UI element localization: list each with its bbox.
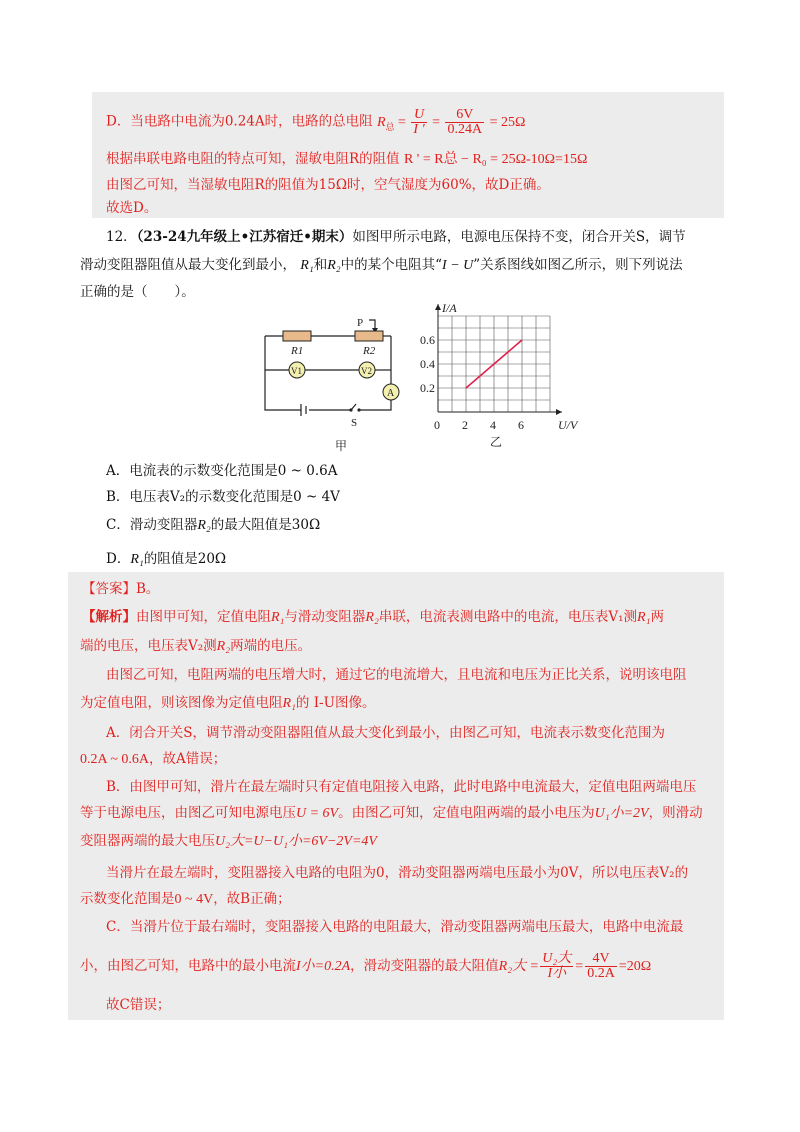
p4-a: 为定值电阻，则该图像为定值电阻 [80,695,283,711]
sym-r: R [376,114,386,130]
series-equation: R ' = R总 − R₀ = 25Ω-10Ω=15Ω [403,152,588,167]
option-b: B．电压表V₂的示数变化范围是0 ~ 4V [106,489,340,505]
option-c-post: 的最大阻值是30Ω [210,517,321,533]
question-text-2d: ”关系图线如图乙所示，则下列说法 [473,257,683,273]
option-c-pre: C．滑动变阻器 [106,517,198,533]
c-fraction-2 [585,952,617,981]
frac-num-u: U [411,108,426,123]
fraction-6v [445,108,484,137]
b2-math: U = 6V [296,806,339,821]
series-text: 根据串联电路电阻的特点可知，湿敏电阻R的阻值 [106,151,400,167]
label-v2: V2 [361,366,372,376]
question-line-2 [80,256,683,275]
question-line-1 [106,228,686,246]
circuit-diagram [255,312,415,462]
p1-d: 两 [650,609,664,625]
analysis-c-wrong: 故C错误； [106,997,171,1013]
sym-r1: R₁ [300,258,314,273]
x-tick-label: 6 [518,418,524,432]
option-d [106,550,226,569]
p1-r2: R₂ [365,610,379,625]
question-text-2b: 和 [313,257,328,273]
b3-a: 变阻器两端的最大电压 [80,833,215,849]
option-c-sym: R₂ [197,518,211,533]
chart-caption: 乙 [490,435,503,448]
analysis-c-line-1: C．当滑片位于最右端时，变阻器接入电路的电阻最大，滑动变阻器两端电压最大，电路中电流最 [106,919,684,935]
prev-series-line [106,150,587,169]
sym-i-u: I − U [442,258,474,273]
b2-a: 等于电源电压，由图乙可知电源电压 [80,805,296,821]
x-tick-label: 0 [434,418,440,432]
sub-total: 总 [385,121,395,132]
analysis-b-line-4: 当滑片在最左端时，变阻器接入电路的电阻为0，滑动变阻器两端电压最小为0V，所以电压表V₂的 [106,865,689,881]
c-result: =20Ω [618,959,652,974]
option-d-sym: R₁ [130,552,144,567]
c-frac2-den: 0.2A [587,966,615,981]
x-axis-arrow [556,409,562,415]
y-tick-label: 0.4 [420,357,435,371]
label-v1: V1 [291,366,302,376]
analysis-label: 【解析】 [82,609,136,625]
x-tick-label: 4 [490,418,496,432]
c2-math: I小=0.2A [296,959,351,974]
b5-b: ，故B正确； [213,891,291,907]
prev-choose-line: 故选D。 [106,200,158,216]
y-axis-arrow [435,304,441,310]
x-tick-label: 2 [462,418,468,432]
b2-c: ，则滑动 [648,805,703,821]
sym-r2: R₂ [327,258,341,273]
analysis-c-line-2: 小，由图乙可知，电路中的最小电流I小=0.2A，滑动变阻器的最大阻值R₂大 = $\frac{\text{U₂大}}{\text{I小}}$ = $\frac{4V}{0.2A}$ =20Ω [80,951,652,981]
analysis-b-line-1: B．由图甲可知，滑片在最左端时只有定值电阻接入电路，此时电路中电流最大，定值电阻两端电压 [106,779,697,795]
x-axis-label: U/V [558,418,578,432]
c-frac2-num: 4V [585,952,617,967]
question-number: 12． [106,229,137,245]
analysis-line-2 [80,637,311,656]
question-text-2a: 滑动变阻器阻值从最大变化到最小， [80,257,296,273]
option-c [106,516,320,535]
label-r1: R1 [291,345,304,357]
analysis-b-line-5 [80,890,291,909]
i-u-chart [420,298,580,448]
p4-r1: R₁ [282,696,296,711]
option-d-pre: D． [106,551,131,567]
label-r2: R2 [363,345,376,357]
y-tick-label: 0.2 [420,381,435,395]
prev-d-text: D．当电路中电流为0.24A时，电路的总电阻 [106,113,373,130]
p1-r1: R₁ [271,610,285,625]
b2-math2: U₁小=2V [594,806,649,821]
p1-c: 串联，电流表测电路中的电流，电压表V₁测 [378,609,638,625]
caption-jia: 甲 [335,439,348,453]
question-source: （23-24九年级上•江苏宿迁•期末） [136,229,353,245]
option-d-post: 的阻值是20Ω [143,551,227,567]
prev-humidity-line: 由图乙可知，当湿敏电阻R的阻值为15Ω时，空气湿度为60%，故D正确。 [106,177,550,193]
question-line-3: 正确的是（ ）。 [80,284,195,300]
p1-r1b: R₁ [637,610,651,625]
resistor-r1-shape [283,331,311,341]
frac-num-6v: 6V [445,108,484,123]
p2-r2: R₂ [216,639,231,654]
c2-a: 小，由图乙可知，电路中的最小电流 [80,958,296,974]
b3-math: U₂大=U−U₁小=6V−2V=4V [215,834,377,849]
y-axis-label: I/A [442,301,457,315]
b2-b: 。由图乙可知，定值电阻两端的最小电压为 [338,805,595,821]
c-frac1-den: I小 [547,966,567,981]
analysis-b-line-3 [80,832,377,851]
c2-sym: R₂大 [498,959,527,974]
resistor-r2-shape [355,331,383,341]
c-fraction-1 [540,952,573,981]
y-tick-label: 0.6 [420,333,435,347]
c2-b: ，滑动变阻器的最大阻值 [350,958,499,974]
p1-a: 由图甲可知，定值电阻 [136,609,271,625]
fraction-u-over-i [411,108,426,137]
question-text-2c: 中的某个电阻其“ [340,257,443,273]
analysis-b-line-2 [80,804,703,823]
label-a: A [387,388,395,399]
analysis-line-1 [82,608,664,627]
p2-a: 端的电压，电压表V₂测 [80,638,217,654]
answer-label: 【答案】B。 [82,581,160,597]
label-p: P [357,317,364,329]
analysis-a-line-2 [80,750,226,769]
label-s: S [351,417,358,429]
a-conclusion: ，故A错误； [149,751,227,767]
analysis-line-4 [80,694,376,713]
frac-den-024: 0.24A [447,122,483,137]
frac-den-i: I ' [413,122,425,137]
a-range-math: 0.2A ~ 0.6A [80,752,150,767]
b5-a: 示数变化范围是 [80,891,175,907]
p1-b: 与滑动变阻器 [284,609,366,625]
prev-option-d [106,108,525,137]
b5-math: 0 ~ 4V [174,892,214,907]
c-frac1-num: U₂大 [542,951,572,966]
eq-tail: = 25Ω [489,114,526,130]
total-resistance-formula: $R_总$ = $\frac{U}{I '}$ = $\frac{6V}{0.24A}$ = 25Ω [376,107,526,137]
analysis-line-3: 由图乙可知，电阻两端的电压增大时，通过它的电流增大，且电流和电压为正比关系，说明该电阻 [106,667,687,683]
analysis-a-line-1: A．闭合开关S，调节滑动变阻器阻值从最大变化到最小，由图乙可知，电流表示数变化范围为 [106,725,665,741]
p2-b: 两端的电压。 [230,638,312,654]
option-a: A．电流表的示数变化范围是0 ~ 0.6A [106,463,338,479]
question-text-1: 如图甲所示电路，电源电压保持不变，闭合开关S，调节 [352,229,686,245]
p4-b: 的 I-U图像。 [295,695,376,711]
